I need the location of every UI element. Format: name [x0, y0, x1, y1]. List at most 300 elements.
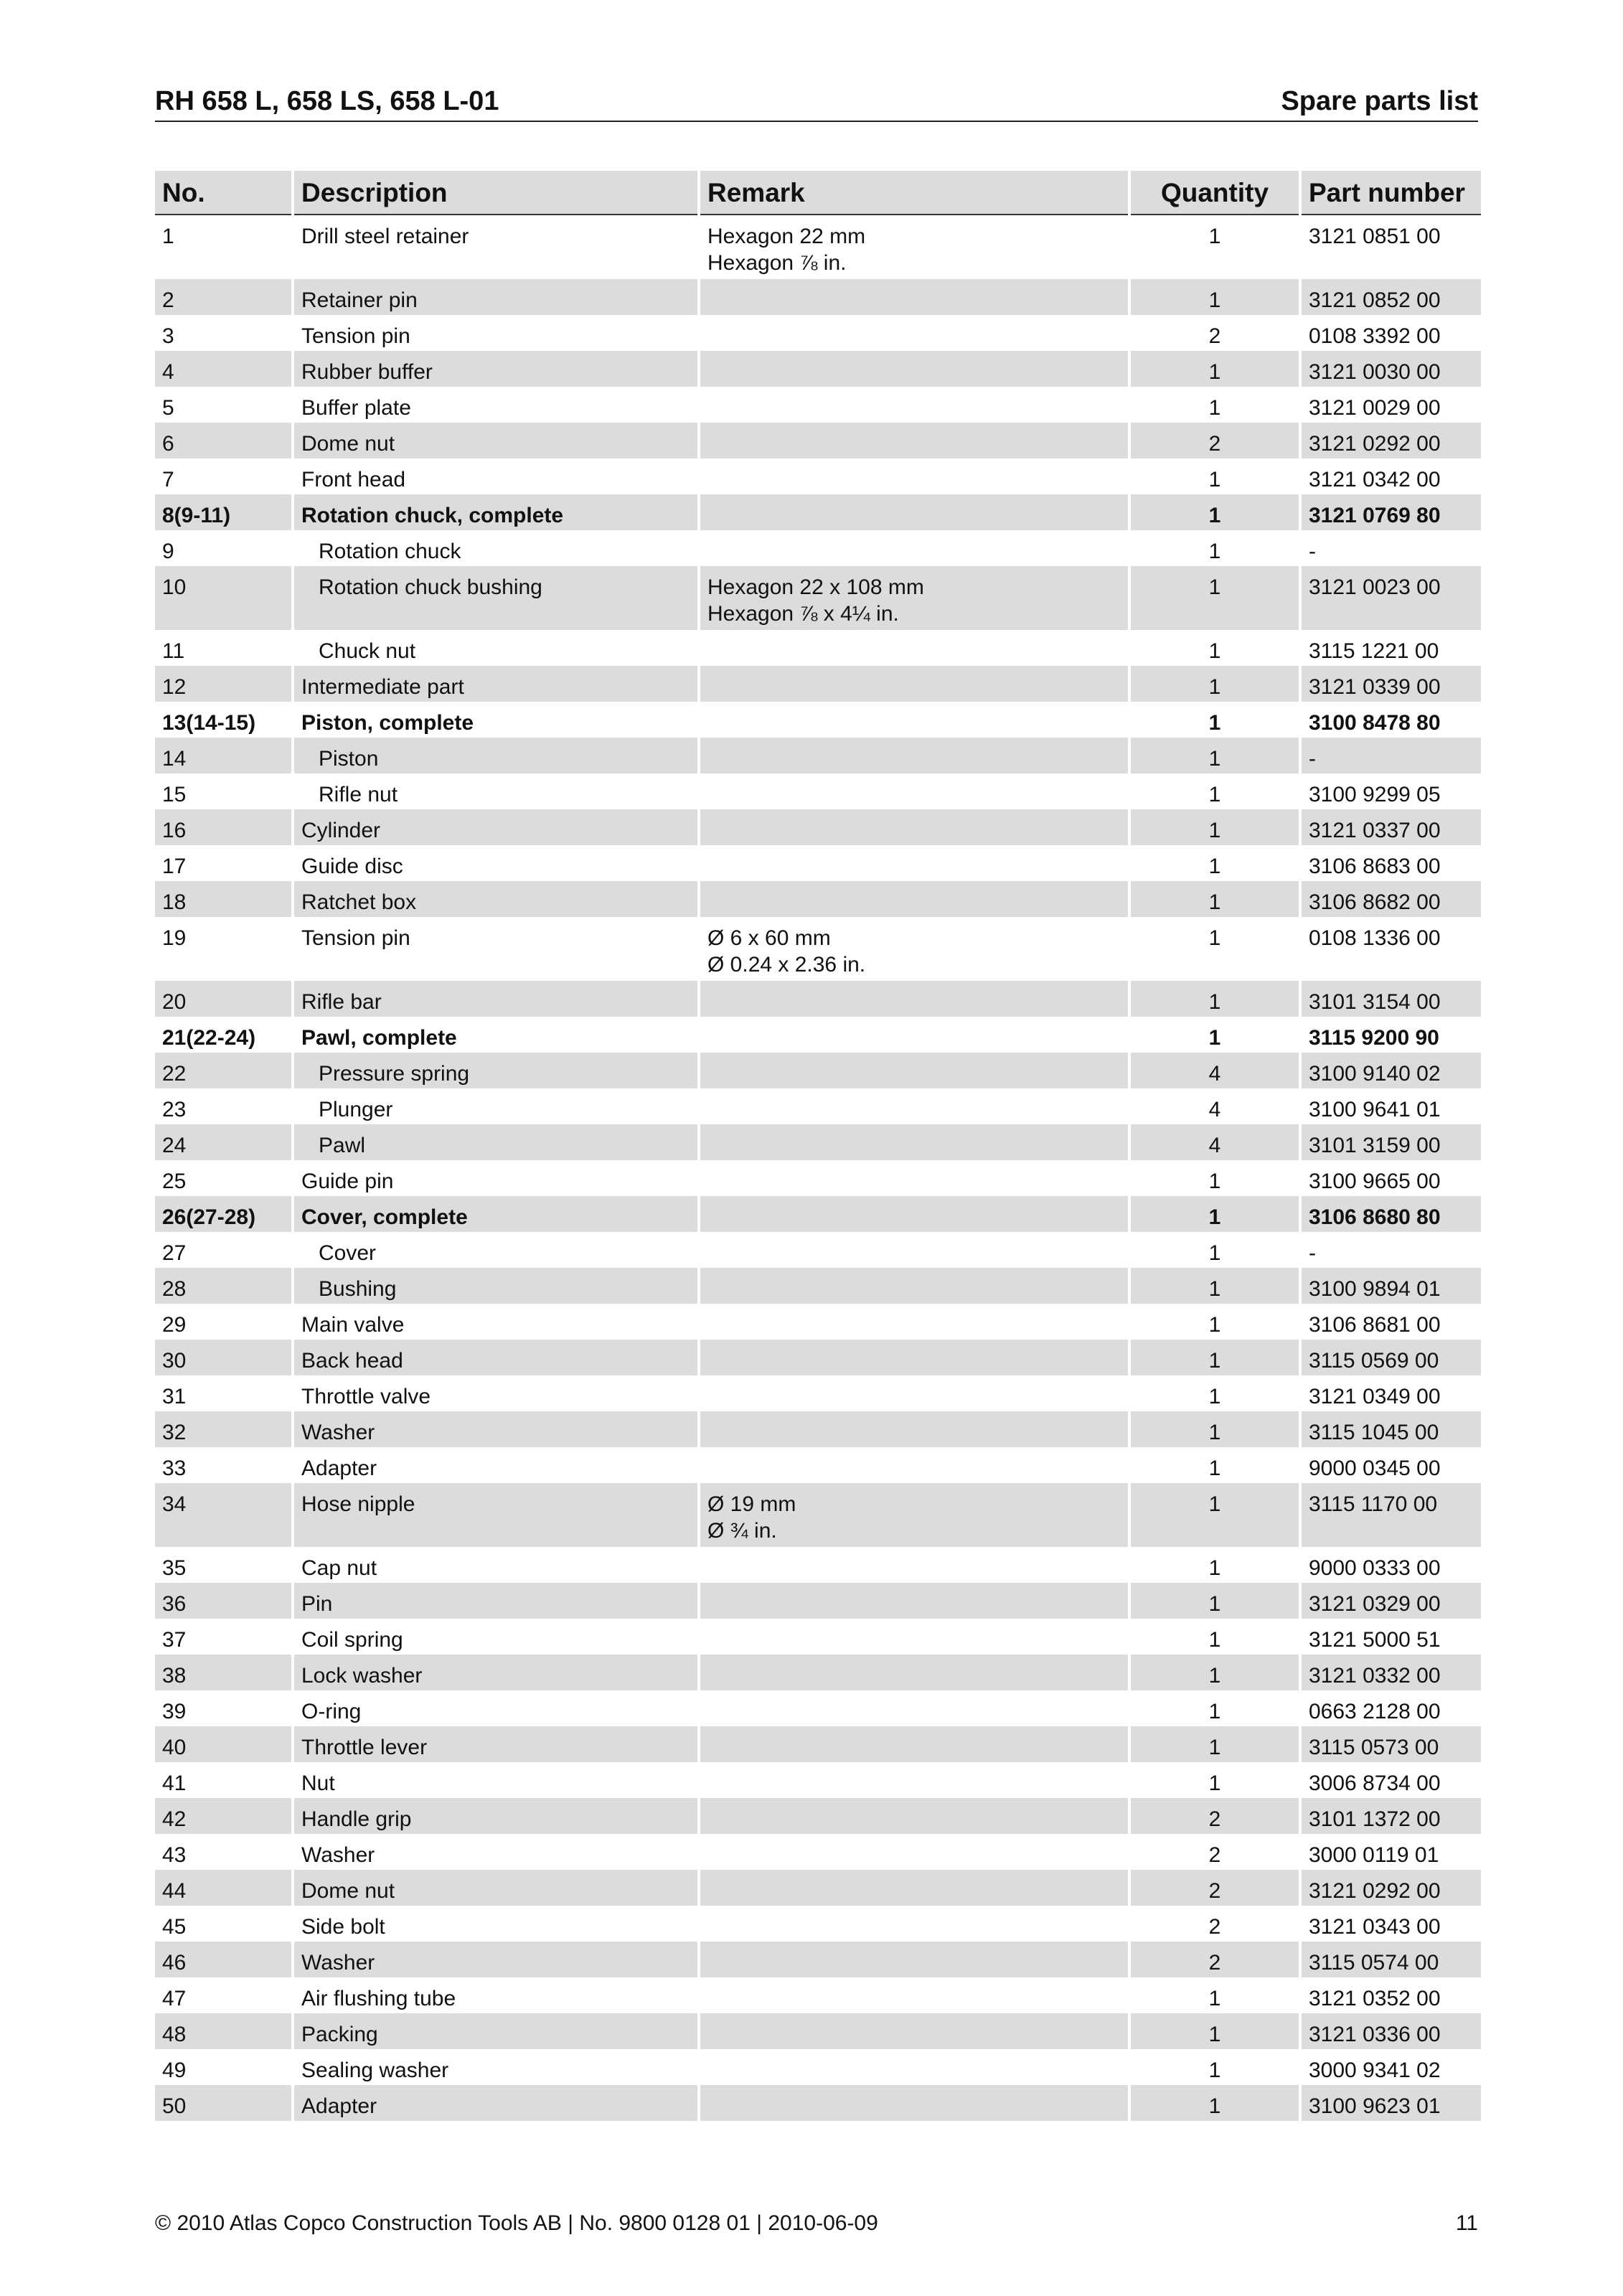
cell-no: 38 [155, 1655, 291, 1690]
cell-remark [700, 1726, 1128, 1762]
cell-description: Rotation chuck [319, 540, 461, 563]
cell-quantity: 2 [1131, 423, 1299, 458]
cell-quantity: 4 [1208, 1098, 1221, 1121]
cell-quantity: 1 [1208, 926, 1221, 950]
cell-part-number: 3115 0574 00 [1302, 1942, 1481, 1977]
cell-description: Ratchet box [294, 881, 697, 917]
cell-description: Cap nut [301, 1556, 377, 1580]
cell-quantity: 1 [1208, 2059, 1221, 2082]
cell-description: Throttle lever [294, 1726, 697, 1762]
cell-description: Nut [301, 1772, 335, 1795]
cell-description: Washer [301, 1843, 375, 1867]
cell-quantity: 1 [1131, 981, 1299, 1017]
table-row [155, 1124, 1481, 1160]
cell-part-number: 3121 0851 00 [1309, 225, 1441, 248]
cell-remark [700, 1053, 1128, 1088]
cell-no: 25 [162, 1170, 187, 1193]
remark-line: Hexagon 22 x 108 mm [707, 575, 924, 599]
cell-quantity: 1 [1208, 1385, 1221, 1408]
cell-part-number: 3121 0029 00 [1309, 396, 1441, 420]
cell-description: O-ring [301, 1700, 362, 1723]
cell-remark [700, 1762, 1128, 1798]
table-body [155, 215, 1481, 2121]
cell-part-number: 3121 0023 00 [1302, 566, 1481, 630]
cell-remark [700, 279, 1128, 315]
cell-part-number: - [1309, 540, 1316, 563]
cell-no: 24 [155, 1124, 291, 1160]
cell-description: Lock washer [294, 1655, 697, 1690]
remark-line: Ø 0.24 x 2.36 in. [707, 953, 866, 977]
cell-description: Washer [294, 1942, 697, 1977]
cell-remark [700, 1196, 1128, 1232]
cell-no: 15 [162, 783, 187, 806]
cell-description: Back head [294, 1340, 697, 1375]
cell-no: 29 [162, 1313, 187, 1337]
cell-part-number: 3121 0332 00 [1302, 1655, 1481, 1690]
cell-part-number: 3100 9641 01 [1309, 1098, 1441, 1121]
cell-quantity: 1 [1131, 566, 1299, 630]
cell-quantity: 2 [1208, 324, 1221, 348]
cell-description: Adapter [301, 1457, 377, 1480]
column-header-part-number: Part number [1302, 171, 1481, 215]
cell-part-number: 3100 9140 02 [1302, 1053, 1481, 1088]
cell-quantity: 1 [1131, 2013, 1299, 2049]
table-row [155, 1942, 1481, 1977]
cell-description: Piston [294, 738, 697, 773]
cell-quantity: 2 [1208, 1915, 1221, 1939]
table-row [155, 351, 1481, 387]
cell-part-number: 3100 8478 80 [1309, 711, 1441, 735]
cell-quantity: 1 [1131, 1411, 1299, 1447]
cell-quantity: 1 [1131, 1655, 1299, 1690]
cell-quantity: 1 [1208, 855, 1221, 878]
cell-description: Cover [319, 1241, 377, 1265]
cell-part-number: 0108 3392 00 [1309, 324, 1441, 348]
column-header-remark: Remark [700, 171, 1128, 215]
cell-no: 43 [162, 1843, 187, 1867]
cell-no: 4 [155, 351, 291, 387]
cell-description: Tension pin [301, 926, 410, 950]
table-row [155, 494, 1481, 530]
cell-part-number: 3115 1170 00 [1302, 1483, 1481, 1547]
cell-description: Buffer plate [301, 396, 411, 420]
cell-quantity: 1 [1208, 225, 1221, 248]
cell-remark [700, 2049, 1128, 2085]
cell-remark [700, 1124, 1128, 1160]
cell-description: Intermediate part [294, 666, 697, 702]
cell-quantity: 1 [1208, 783, 1221, 806]
cell-part-number: 3115 1221 00 [1309, 639, 1439, 663]
cell-description: Adapter [294, 2085, 697, 2121]
table-row [155, 315, 1481, 351]
cell-no: 6 [155, 423, 291, 458]
cell-quantity: 1 [1208, 1628, 1221, 1652]
cell-no: 19 [162, 926, 187, 950]
cell-no: 26(27-28) [155, 1196, 291, 1232]
cell-description: Guide pin [301, 1170, 394, 1193]
cell-remark [700, 1547, 1128, 1583]
cell-description: Front head [301, 468, 406, 491]
table-row [155, 1053, 1481, 1088]
cell-description: Retainer pin [294, 279, 697, 315]
remark-line: Ø 6 x 60 mm [707, 926, 831, 950]
cell-quantity: 2 [1131, 1798, 1299, 1834]
cell-quantity: 1 [1131, 1583, 1299, 1619]
cell-description: Pawl [294, 1124, 697, 1160]
cell-remark [700, 1655, 1128, 1690]
cell-description: Rubber buffer [294, 351, 697, 387]
cell-remark [700, 315, 1128, 351]
cell-description: Dome nut [294, 423, 697, 458]
table-row [155, 1304, 1481, 1340]
cell-quantity: 1 [1208, 1026, 1221, 1050]
table-row [155, 1483, 1481, 1547]
cell-remark [700, 1619, 1128, 1655]
remark-line: Hexagon ⅞ x 4¼ in. [707, 602, 899, 626]
table-row [155, 773, 1481, 809]
cell-no: 44 [155, 1870, 291, 1906]
cell-description: Tension pin [301, 324, 410, 348]
cell-no: 13(14-15) [162, 711, 256, 735]
cell-no: 21(22-24) [162, 1026, 256, 1050]
cell-remark [700, 702, 1128, 738]
cell-no: 46 [155, 1942, 291, 1977]
cell-quantity: 1 [1208, 1457, 1221, 1480]
cell-remark [700, 423, 1128, 458]
cell-quantity: 1 [1208, 396, 1221, 420]
cell-remark [700, 1447, 1128, 1483]
cell-part-number: 3121 0342 00 [1309, 468, 1441, 491]
table-row [155, 1655, 1481, 1690]
cell-remark [700, 387, 1128, 423]
cell-no: 32 [155, 1411, 291, 1447]
cell-part-number: 3121 0030 00 [1302, 351, 1481, 387]
cell-description: Throttle valve [301, 1385, 431, 1408]
cell-quantity: 1 [1131, 494, 1299, 530]
cell-remark [700, 1977, 1128, 2013]
table-row [155, 458, 1481, 494]
cell-remark [700, 2013, 1128, 2049]
cell-quantity: 1 [1131, 1196, 1299, 1232]
cell-quantity: 1 [1208, 1313, 1221, 1337]
cell-part-number: 3100 9299 05 [1309, 783, 1441, 806]
cell-remark [700, 215, 1128, 279]
cell-quantity: 1 [1208, 639, 1221, 663]
cell-no: 23 [162, 1098, 187, 1121]
spare-parts-table [152, 171, 1484, 2121]
page-footer [155, 2211, 1478, 2236]
cell-remark [700, 1834, 1128, 1870]
cell-description: Chuck nut [319, 639, 416, 663]
table-row [155, 845, 1481, 881]
cell-part-number: 3106 8682 00 [1302, 881, 1481, 917]
cell-quantity: 4 [1131, 1124, 1299, 1160]
cell-remark [700, 845, 1128, 881]
cell-description: Pawl, complete [301, 1026, 457, 1050]
cell-description: Sealing washer [301, 2059, 449, 2082]
cell-no: 11 [162, 639, 185, 663]
cell-no: 2 [155, 279, 291, 315]
cell-description: Guide disc [301, 855, 403, 878]
cell-description: Piston, complete [301, 711, 474, 735]
cell-part-number: - [1302, 738, 1481, 773]
cell-quantity: 1 [1208, 1772, 1221, 1795]
cell-remark [700, 1798, 1128, 1834]
cell-description: Packing [294, 2013, 697, 2049]
cell-part-number: 9000 0345 00 [1309, 1457, 1441, 1480]
table-row [155, 1977, 1481, 2013]
cell-remark [700, 1017, 1128, 1053]
cell-description: Coil spring [301, 1628, 403, 1652]
remark-line: Hexagon 22 mm [707, 225, 866, 248]
cell-description: Cylinder [294, 809, 697, 845]
table-row [155, 1798, 1481, 1834]
cell-description: Cover, complete [294, 1196, 697, 1232]
table-row [155, 917, 1481, 981]
cell-no: 7 [162, 468, 174, 491]
table-row [155, 1834, 1481, 1870]
cell-part-number: 3115 0569 00 [1302, 1340, 1481, 1375]
cell-no: 45 [162, 1915, 187, 1939]
cell-remark [700, 981, 1128, 1017]
cell-description: Rifle nut [319, 783, 398, 806]
cell-description: Pin [294, 1583, 697, 1619]
cell-no: 48 [155, 2013, 291, 2049]
table-row [155, 279, 1481, 315]
cell-description: Rotation chuck, complete [294, 494, 697, 530]
cell-quantity: 1 [1208, 540, 1221, 563]
table-row [155, 566, 1481, 630]
cell-no: 27 [162, 1241, 187, 1265]
table-row [155, 1906, 1481, 1942]
section-title: Spare parts list [1281, 86, 1478, 116]
cell-quantity: 1 [1131, 351, 1299, 387]
cell-quantity: 1 [1131, 809, 1299, 845]
cell-description: Dome nut [294, 1870, 697, 1906]
cell-part-number: 3121 5000 51 [1309, 1628, 1441, 1652]
cell-description: Handle grip [294, 1798, 697, 1834]
cell-remark [700, 2085, 1128, 2121]
cell-description: Hose nipple [294, 1483, 697, 1547]
table-row [155, 1583, 1481, 1619]
table-row [155, 1547, 1481, 1583]
cell-remark [700, 530, 1128, 566]
cell-no: 12 [155, 666, 291, 702]
cell-remark [700, 738, 1128, 773]
cell-part-number: 3121 0336 00 [1302, 2013, 1481, 2049]
table-row [155, 630, 1481, 666]
cell-no: 35 [162, 1556, 187, 1580]
cell-no: 10 [155, 566, 291, 630]
cell-description: Bushing [294, 1268, 697, 1304]
cell-part-number: 3121 0339 00 [1302, 666, 1481, 702]
cell-remark [700, 351, 1128, 387]
cell-part-number: - [1309, 1241, 1316, 1265]
table-row [155, 1017, 1481, 1053]
table-row [155, 981, 1481, 1017]
page-number: 11 [1455, 2211, 1478, 2235]
table-row [155, 215, 1481, 279]
remark-line: Ø ¾ in. [707, 1519, 777, 1543]
cell-part-number: 3121 0329 00 [1302, 1583, 1481, 1619]
document-title: RH 658 L, 658 LS, 658 L-01 [155, 86, 499, 116]
footer-copyright: © 2010 Atlas Copco Construction Tools AB | No. 9800 0128 01 | 2010-06-09 [155, 2211, 878, 2235]
column-header-description: Description [294, 171, 697, 215]
cell-remark [700, 1340, 1128, 1375]
cell-remark [700, 1232, 1128, 1268]
cell-part-number: 3106 8680 80 [1302, 1196, 1481, 1232]
table-row [155, 530, 1481, 566]
cell-quantity: 2 [1208, 1843, 1221, 1867]
cell-no: 50 [155, 2085, 291, 2121]
cell-part-number: 3115 9200 90 [1309, 1026, 1439, 1050]
table-row [155, 809, 1481, 845]
cell-part-number: 3100 9623 01 [1302, 2085, 1481, 2121]
cell-quantity: 1 [1208, 1987, 1221, 2010]
table-row [155, 1232, 1481, 1268]
cell-no: 1 [162, 225, 174, 248]
cell-no: 20 [155, 981, 291, 1017]
column-header-no: No. [155, 171, 291, 215]
cell-remark [700, 809, 1128, 845]
table-row [155, 1870, 1481, 1906]
cell-part-number: 3106 8683 00 [1309, 855, 1441, 878]
cell-no: 9 [162, 540, 174, 563]
cell-no: 37 [162, 1628, 187, 1652]
cell-part-number: 3000 9341 02 [1309, 2059, 1441, 2082]
cell-quantity: 1 [1131, 666, 1299, 702]
cell-part-number: 3121 0337 00 [1302, 809, 1481, 845]
cell-remark [700, 1583, 1128, 1619]
cell-description: Drill steel retainer [301, 225, 469, 248]
cell-part-number: 3121 0349 00 [1309, 1385, 1441, 1408]
cell-no: 3 [162, 324, 174, 348]
cell-quantity: 1 [1131, 2085, 1299, 2121]
cell-part-number: 3101 3159 00 [1302, 1124, 1481, 1160]
cell-remark [700, 1483, 1128, 1547]
table-row [155, 1160, 1481, 1196]
page-header [155, 75, 1478, 122]
cell-part-number: 3100 9665 00 [1309, 1170, 1441, 1193]
cell-part-number: 3115 1045 00 [1302, 1411, 1481, 1447]
cell-description: Air flushing tube [301, 1987, 456, 2010]
cell-part-number: 0663 2128 00 [1309, 1700, 1441, 1723]
table-row [155, 423, 1481, 458]
cell-remark [700, 1942, 1128, 1977]
cell-remark [700, 1906, 1128, 1942]
cell-quantity: 1 [1208, 1556, 1221, 1580]
cell-quantity: 1 [1131, 1483, 1299, 1547]
cell-quantity: 2 [1131, 1942, 1299, 1977]
cell-description: Plunger [319, 1098, 393, 1121]
table-row [155, 881, 1481, 917]
cell-quantity: 1 [1208, 1170, 1221, 1193]
cell-part-number: 3101 1372 00 [1302, 1798, 1481, 1834]
table-row [155, 1375, 1481, 1411]
table-row [155, 1690, 1481, 1726]
cell-no: 16 [155, 809, 291, 845]
cell-no: 14 [155, 738, 291, 773]
table-row [155, 702, 1481, 738]
cell-no: 36 [155, 1583, 291, 1619]
cell-remark [700, 773, 1128, 809]
cell-remark [700, 1160, 1128, 1196]
table-row [155, 2049, 1481, 2085]
cell-description: Washer [294, 1411, 697, 1447]
table-row [155, 387, 1481, 423]
cell-quantity: 1 [1131, 1340, 1299, 1375]
cell-no: 31 [162, 1385, 187, 1408]
cell-part-number: 3121 0343 00 [1309, 1915, 1441, 1939]
cell-quantity: 1 [1131, 1726, 1299, 1762]
cell-no: 28 [155, 1268, 291, 1304]
table-row [155, 1762, 1481, 1798]
cell-remark [700, 566, 1128, 630]
cell-remark [700, 881, 1128, 917]
cell-quantity: 1 [1208, 1700, 1221, 1723]
cell-remark [700, 666, 1128, 702]
cell-part-number: 3115 0573 00 [1302, 1726, 1481, 1762]
cell-remark [700, 1411, 1128, 1447]
table-row [155, 2013, 1481, 2049]
cell-no: 5 [162, 396, 174, 420]
cell-part-number: 9000 0333 00 [1309, 1556, 1441, 1580]
cell-quantity: 1 [1208, 1241, 1221, 1265]
cell-description: Main valve [301, 1313, 405, 1337]
cell-no: 17 [162, 855, 187, 878]
cell-part-number: 3101 3154 00 [1302, 981, 1481, 1017]
cell-no: 47 [162, 1987, 187, 2010]
cell-part-number: 3006 8734 00 [1309, 1772, 1441, 1795]
cell-quantity: 4 [1131, 1053, 1299, 1088]
cell-no: 39 [162, 1700, 187, 1723]
cell-description: Side bolt [301, 1915, 385, 1939]
table-row [155, 738, 1481, 773]
cell-remark [700, 494, 1128, 530]
cell-no: 33 [162, 1457, 187, 1480]
table-row [155, 666, 1481, 702]
cell-no: 22 [155, 1053, 291, 1088]
cell-remark [700, 1268, 1128, 1304]
cell-remark [700, 1690, 1128, 1726]
cell-quantity: 2 [1131, 1870, 1299, 1906]
cell-part-number: 3121 0352 00 [1309, 1987, 1441, 2010]
table-header-row [155, 171, 1481, 215]
cell-remark [700, 917, 1128, 981]
cell-quantity: 1 [1131, 738, 1299, 773]
cell-no: 40 [155, 1726, 291, 1762]
cell-no: 49 [162, 2059, 187, 2082]
table-row [155, 1340, 1481, 1375]
cell-remark [700, 1870, 1128, 1906]
cell-no: 18 [155, 881, 291, 917]
cell-part-number: 3121 0852 00 [1302, 279, 1481, 315]
cell-part-number: 3000 0119 01 [1309, 1843, 1439, 1867]
cell-description: Rifle bar [294, 981, 697, 1017]
cell-remark [700, 630, 1128, 666]
cell-quantity: 1 [1131, 1268, 1299, 1304]
cell-description: Rotation chuck bushing [294, 566, 697, 630]
cell-no: 8(9-11) [155, 494, 291, 530]
table-row [155, 1088, 1481, 1124]
cell-no: 41 [162, 1772, 187, 1795]
cell-quantity: 1 [1131, 279, 1299, 315]
table-row [155, 1196, 1481, 1232]
cell-no: 30 [155, 1340, 291, 1375]
cell-part-number: 3121 0292 00 [1302, 1870, 1481, 1906]
remark-line: Hexagon ⅞ in. [707, 251, 847, 275]
table-row [155, 1268, 1481, 1304]
